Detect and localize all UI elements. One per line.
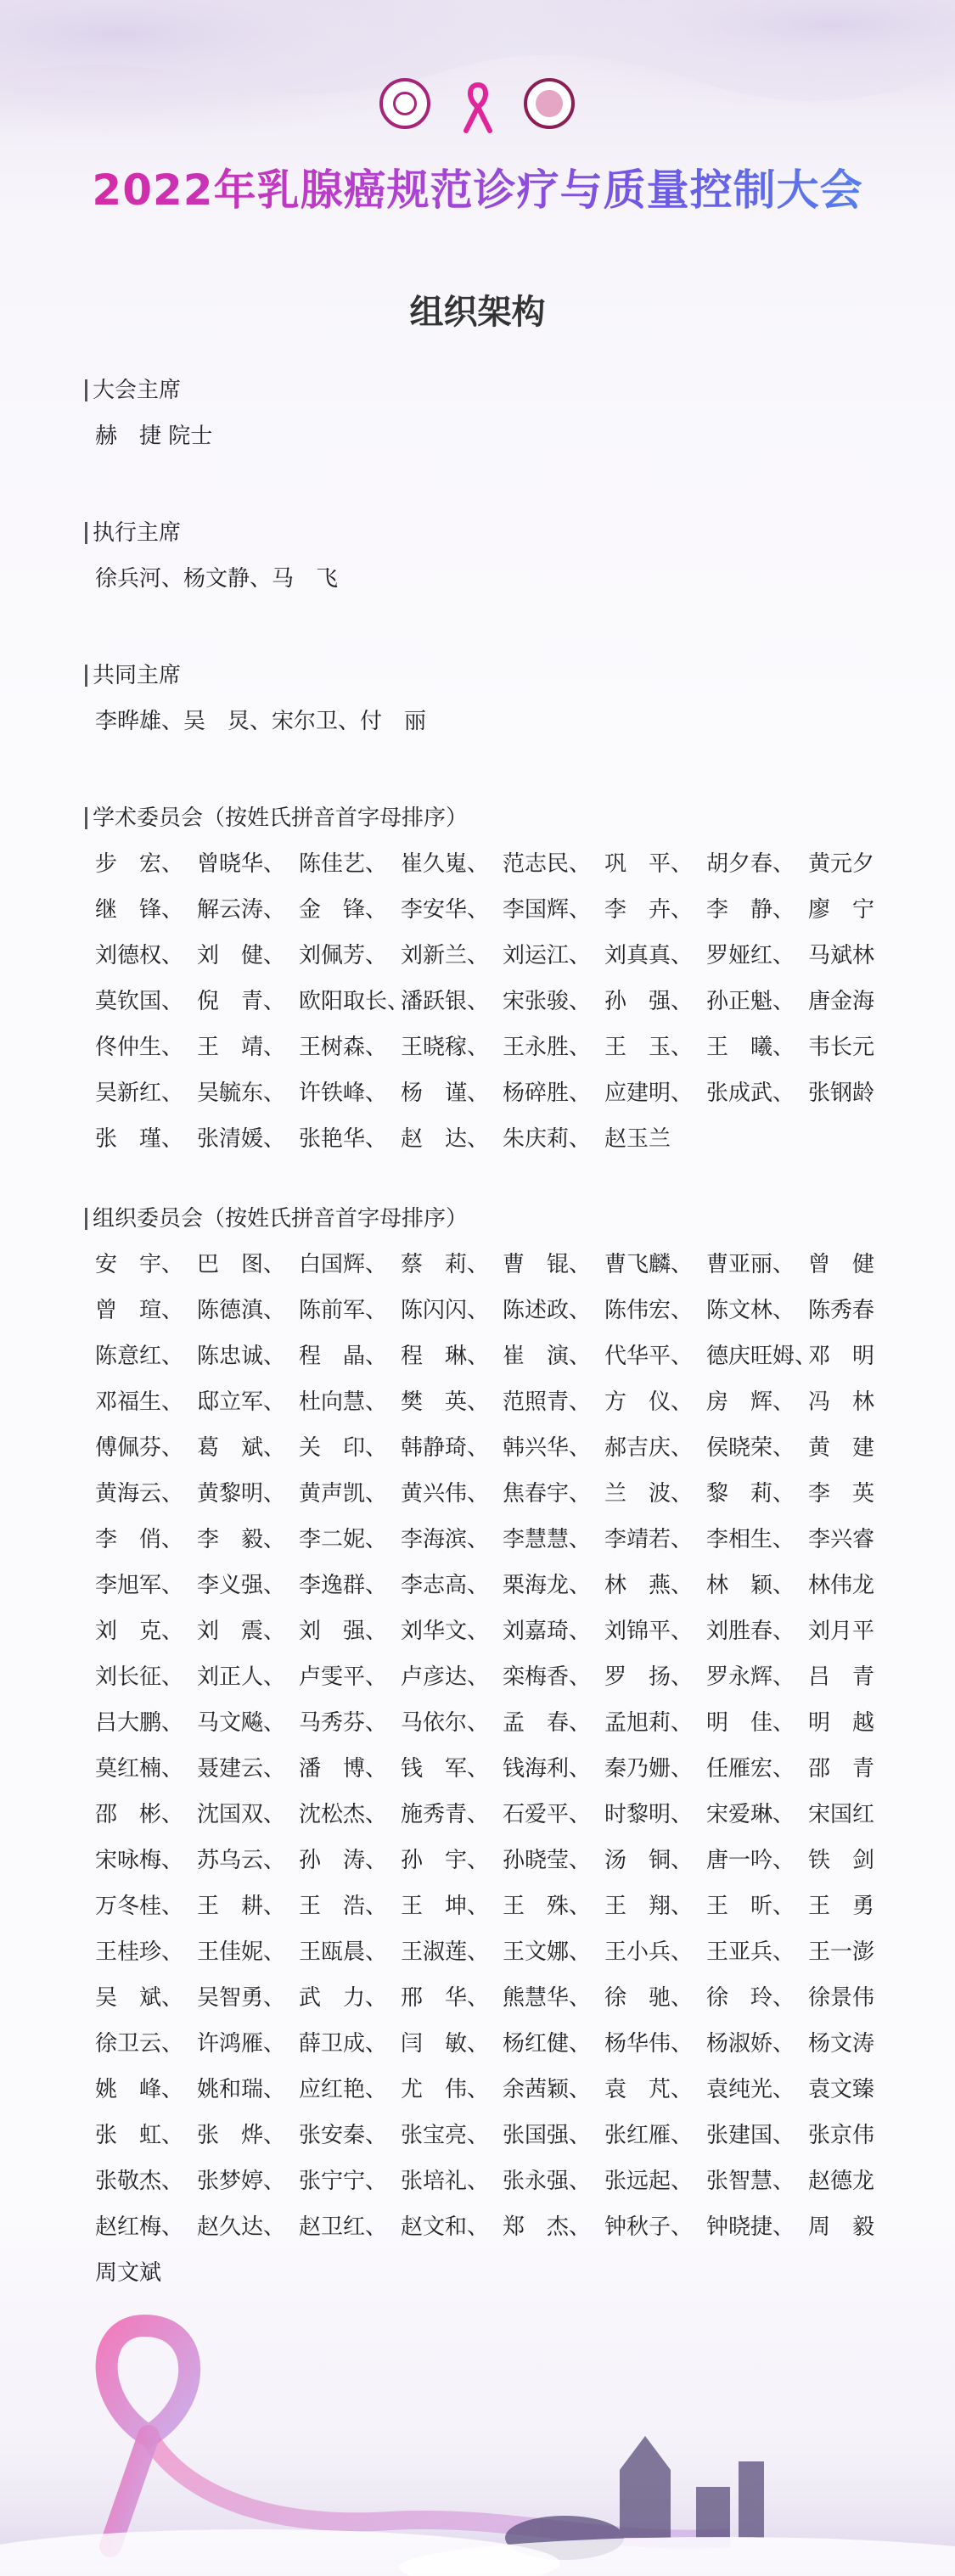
member-name: 方 仪、 (604, 1389, 694, 1415)
member-name: 李旭军、 (95, 1573, 184, 1598)
member-name: 王永胜、 (503, 1035, 592, 1060)
heading-bar-decoration (85, 379, 87, 401)
member-name: 刘运江、 (503, 943, 592, 968)
member-name: 李 英 (808, 1481, 875, 1507)
member-name: 吴毓东、 (197, 1080, 286, 1106)
member-name: 张培礼、 (401, 2169, 490, 2194)
academic-committee-section (85, 801, 900, 1168)
member-name: 唐金海 (808, 989, 875, 1014)
member-name: 李二妮、 (299, 1527, 388, 1552)
section-heading (85, 801, 900, 835)
member-name: 明 佳、 (706, 1710, 795, 1736)
member-name: 袁文臻 (808, 2077, 875, 2102)
organizing-names-grid (95, 1248, 900, 2302)
member-name: 曾 健 (808, 1252, 875, 1277)
member-name: 曹 锟、 (503, 1252, 592, 1277)
member-name: 余茜颖、 (503, 2077, 592, 2102)
member-name: 张成武、 (706, 1080, 795, 1106)
member-name: 侯晓荣、 (706, 1435, 795, 1461)
member-name: 周文斌 (95, 2260, 162, 2286)
member-name: 李慧慧、 (503, 1527, 592, 1552)
member-name: 德庆旺姆、 (706, 1344, 817, 1369)
member-name: 马斌林 (808, 943, 875, 968)
member-name: 钟秋子、 (604, 2214, 694, 2240)
member-name: 赵卫红、 (299, 2214, 388, 2240)
member-name: 马文飚、 (197, 1710, 286, 1736)
co-chair-names: 李晔雄、吴 炅、宋尔卫、付 丽 (95, 709, 427, 734)
member-name: 李 卉、 (604, 897, 694, 923)
member-name: 张京伟 (808, 2123, 875, 2148)
member-name: 石爱平、 (503, 1802, 592, 1827)
member-name: 潘 博、 (299, 1756, 388, 1782)
member-name: 宋咏梅、 (95, 1848, 184, 1873)
member-name: 欧阳取长、 (299, 989, 410, 1014)
member-name: 刘 强、 (299, 1619, 388, 1644)
member-name: 黎 莉、 (706, 1481, 795, 1507)
member-name: 张安秦、 (299, 2123, 388, 2148)
member-name: 王亚兵、 (706, 1939, 795, 1965)
member-name: 钱 军、 (401, 1756, 490, 1782)
member-name: 徐 驰、 (604, 1985, 694, 2011)
member-name: 关 印、 (299, 1435, 388, 1461)
member-name: 孙 强、 (604, 989, 694, 1014)
pink-ribbon-logo-icon (452, 78, 503, 129)
member-name: 焦春宇、 (503, 1481, 592, 1507)
member-name: 钱海利、 (503, 1756, 592, 1782)
member-name: 张远起、 (604, 2169, 694, 2194)
member-name: 邵 青 (808, 1756, 875, 1782)
executive-section (85, 516, 900, 596)
association-logo-icon (524, 78, 575, 129)
member-name: 韩静琦、 (401, 1435, 490, 1461)
member-name: 刘月平 (808, 1619, 875, 1644)
member-name: 张建国、 (706, 2123, 795, 2148)
member-name: 孙正魁、 (706, 989, 795, 1014)
member-name: 李义强、 (197, 1573, 286, 1598)
member-name: 陈闪闪、 (401, 1298, 490, 1323)
co-chair-heading: 共同主席 (93, 663, 182, 688)
academic-names-grid (95, 847, 900, 1168)
member-name: 罗永辉、 (706, 1664, 795, 1690)
member-name: 应建明、 (604, 1080, 694, 1106)
member-name: 时黎明、 (604, 1802, 694, 1827)
organizing-heading: 组织委员会（按姓氏拼音首字母排序） (93, 1206, 469, 1232)
member-name: 张敬杰、 (95, 2169, 184, 2194)
member-name: 刘正人、 (197, 1664, 286, 1690)
member-name: 孙 涛、 (299, 1848, 388, 1873)
member-name: 赵久达、 (197, 2214, 286, 2240)
member-name: 张 虹、 (95, 2123, 184, 2148)
member-name: 尤 伟、 (401, 2077, 490, 2102)
member-name: 徐卫云、 (95, 2031, 184, 2057)
section-heading (85, 516, 900, 550)
member-name: 明 越 (808, 1710, 875, 1736)
member-name: 应红艳、 (299, 2077, 388, 2102)
member-name: 王树森、 (299, 1035, 388, 1060)
member-name: 刘嘉琦、 (503, 1619, 592, 1644)
member-name: 徐景伟 (808, 1985, 875, 2011)
member-name: 张钢龄 (808, 1080, 875, 1106)
member-name: 黄兴伟、 (401, 1481, 490, 1507)
organization-content (85, 373, 900, 2302)
member-name: 卢彦达、 (401, 1664, 490, 1690)
organizing-committee-section (85, 1202, 900, 2302)
member-name: 李 俏、 (95, 1527, 184, 1552)
member-name: 步 宏、 (95, 851, 184, 877)
member-name: 邓福生、 (95, 1389, 184, 1415)
member-name: 王佳妮、 (197, 1939, 286, 1965)
member-name: 卢雯平、 (299, 1664, 388, 1690)
member-name: 赵玉兰 (604, 1126, 671, 1152)
member-name: 代华平、 (604, 1344, 694, 1369)
member-name: 袁纯光、 (706, 2077, 795, 2102)
member-name: 李安华、 (401, 897, 490, 923)
member-name: 秦乃姗、 (604, 1756, 694, 1782)
conference-title: 2022年乳腺癌规范诊疗与质量控制大会 (0, 156, 955, 217)
member-name: 程 晶、 (299, 1344, 388, 1369)
section-heading (85, 373, 900, 407)
page-title: 组织架构 (409, 293, 546, 332)
member-name: 王小兵、 (604, 1939, 694, 1965)
member-name: 黄元夕 (808, 851, 875, 877)
member-name: 沈松杰、 (299, 1802, 388, 1827)
member-name: 巴 图、 (197, 1252, 286, 1277)
member-name: 马秀芬、 (299, 1710, 388, 1736)
member-name: 孙 宇、 (401, 1848, 490, 1873)
member-name: 陈秀春 (808, 1298, 875, 1323)
member-name: 王 耕、 (197, 1894, 286, 1919)
member-name: 杜向慧、 (299, 1389, 388, 1415)
member-name: 李相生、 (706, 1527, 795, 1552)
member-name: 黄 建 (808, 1435, 875, 1461)
member-name: 陈意红、 (95, 1344, 184, 1369)
member-name: 韩兴华、 (503, 1435, 592, 1461)
member-name: 张红雁、 (604, 2123, 694, 2148)
member-name: 曾 瑄、 (95, 1298, 184, 1323)
member-name: 汤 铜、 (604, 1848, 694, 1873)
member-name: 杨红健、 (503, 2031, 592, 2057)
member-name: 张 瑾、 (95, 1126, 184, 1152)
member-name: 张宝亮、 (401, 2123, 490, 2148)
member-name: 邸立军、 (197, 1389, 286, 1415)
member-name: 宋爱琳、 (706, 1802, 795, 1827)
member-name: 施秀青、 (401, 1802, 490, 1827)
member-name: 王晓稼、 (401, 1035, 490, 1060)
member-name: 崔 演、 (503, 1344, 592, 1369)
member-name: 吴 斌、 (95, 1985, 184, 2011)
member-name: 李 毅、 (197, 1527, 286, 1552)
member-name: 安 宇、 (95, 1252, 184, 1277)
member-name: 万冬桂、 (95, 1894, 184, 1919)
member-name: 邓 明 (808, 1344, 875, 1369)
member-name: 杨碎胜、 (503, 1080, 592, 1106)
member-name: 继 锋、 (95, 897, 184, 923)
member-name: 唐一吟、 (706, 1848, 795, 1873)
member-name: 闫 敏、 (401, 2031, 490, 2057)
member-name: 赵红梅、 (95, 2214, 184, 2240)
member-name: 林 颖、 (706, 1573, 795, 1598)
member-name: 钟晓捷、 (706, 2214, 795, 2240)
member-name: 刘德权、 (95, 943, 184, 968)
member-name: 葛 斌、 (197, 1435, 286, 1461)
member-name: 武 力、 (299, 1985, 388, 2011)
heading-bar-decoration (85, 665, 87, 687)
section-heading (85, 1202, 900, 1236)
hospital-logo-icon (379, 78, 430, 129)
member-name: 王文娜、 (503, 1939, 592, 1965)
member-name: 陈伟宏、 (604, 1298, 694, 1323)
member-name: 林 燕、 (604, 1573, 694, 1598)
member-name: 郑 杰、 (503, 2214, 592, 2240)
member-name: 张梦婷、 (197, 2169, 286, 2194)
member-name: 韦长元 (808, 1035, 875, 1060)
member-name: 张永强、 (503, 2169, 592, 2194)
member-name: 任雁宏、 (706, 1756, 795, 1782)
heading-bar-decoration (85, 522, 87, 544)
member-name: 许鸿雁、 (197, 2031, 286, 2057)
member-name: 王 曦、 (706, 1035, 795, 1060)
member-name: 刘新兰、 (401, 943, 490, 968)
member-name: 黄声凯、 (299, 1481, 388, 1507)
member-name: 崔久嵬、 (401, 851, 490, 877)
member-name: 赵 达、 (401, 1126, 490, 1152)
member-name: 陈述政、 (503, 1298, 592, 1323)
member-name: 王 昕、 (706, 1894, 795, 1919)
member-name: 曹飞麟、 (604, 1252, 694, 1277)
academic-heading: 学术委员会（按姓氏拼音首字母排序） (93, 805, 469, 831)
member-name: 王淑莲、 (401, 1939, 490, 1965)
member-name: 许铁峰、 (299, 1080, 388, 1106)
chair-section (85, 373, 900, 453)
member-name: 吕 青 (808, 1664, 875, 1690)
member-name: 张清媛、 (197, 1126, 286, 1152)
member-name: 刘胜春、 (706, 1619, 795, 1644)
member-name: 孟旭莉、 (604, 1710, 694, 1736)
member-name: 胡夕春、 (706, 851, 795, 877)
member-name: 吴新红、 (95, 1080, 184, 1106)
member-name: 陈忠诚、 (197, 1344, 286, 1369)
member-name: 程 琳、 (401, 1344, 490, 1369)
member-name: 吕大鹏、 (95, 1710, 184, 1736)
member-name: 王瓯晨、 (299, 1939, 388, 1965)
member-name: 李逸群、 (299, 1573, 388, 1598)
member-name: 熊慧华、 (503, 1985, 592, 2011)
member-name: 姚和瑞、 (197, 2077, 286, 2102)
member-name: 栗海龙、 (503, 1573, 592, 1598)
member-name: 莫红楠、 (95, 1756, 184, 1782)
member-name: 倪 青、 (197, 989, 286, 1014)
member-name: 王 翔、 (604, 1894, 694, 1919)
member-name: 罗 扬、 (604, 1664, 694, 1690)
member-name: 廖 宁 (808, 897, 875, 923)
member-name: 佟仲生、 (95, 1035, 184, 1060)
member-name: 杨华伟、 (604, 2031, 694, 2057)
member-name: 黄黎明、 (197, 1481, 286, 1507)
co-chair-section (85, 659, 900, 738)
member-name: 王 靖、 (197, 1035, 286, 1060)
member-name: 王 坤、 (401, 1894, 490, 1919)
member-name: 白国辉、 (299, 1252, 388, 1277)
member-name: 栾梅香、 (503, 1664, 592, 1690)
member-name: 范照青、 (503, 1389, 592, 1415)
member-name: 黄海云、 (95, 1481, 184, 1507)
member-name: 曹亚丽、 (706, 1252, 795, 1277)
member-name: 聂建云、 (197, 1756, 286, 1782)
member-name: 徐 玲、 (706, 1985, 795, 2011)
member-name: 李兴睿 (808, 1527, 875, 1552)
member-name: 朱庆莉、 (503, 1126, 592, 1152)
member-name: 袁 芃、 (604, 2077, 694, 2102)
member-name: 杨淑娇、 (706, 2031, 795, 2057)
member-name: 王 浩、 (299, 1894, 388, 1919)
member-name: 赵德龙 (808, 2169, 875, 2194)
member-name: 李靖若、 (604, 1527, 694, 1552)
member-name: 姚 峰、 (95, 2077, 184, 2102)
member-name: 刘真真、 (604, 943, 694, 968)
footer-decoration (0, 2292, 955, 2576)
member-name: 陈佳艺、 (299, 851, 388, 877)
member-name: 陈文林、 (706, 1298, 795, 1323)
member-name: 莫钦国、 (95, 989, 184, 1014)
member-name: 郝吉庆、 (604, 1435, 694, 1461)
member-name: 邢 华、 (401, 1985, 490, 2011)
member-name: 李国辉、 (503, 897, 592, 923)
member-name: 王桂珍、 (95, 1939, 184, 1965)
executive-names: 徐兵河、杨文静、马 飞 (95, 566, 339, 592)
member-name: 罗娅红、 (706, 943, 795, 968)
member-name: 宋国红 (808, 1802, 875, 1827)
member-name: 曾晓华、 (197, 851, 286, 877)
member-name: 范志民、 (503, 851, 592, 877)
member-name: 周 毅 (808, 2214, 875, 2240)
section-heading (85, 659, 900, 693)
member-name: 刘 克、 (95, 1619, 184, 1644)
member-name: 林伟龙 (808, 1573, 875, 1598)
member-name: 刘佩芳、 (299, 943, 388, 968)
member-name: 陈德滇、 (197, 1298, 286, 1323)
member-name: 张 烨、 (197, 2123, 286, 2148)
member-name: 刘 健、 (197, 943, 286, 968)
member-name: 吴智勇、 (197, 1985, 286, 2011)
member-name: 杨文涛 (808, 2031, 875, 2057)
member-name: 杨 谨、 (401, 1080, 490, 1106)
member-name: 沈国双、 (197, 1802, 286, 1827)
member-name: 孟 春、 (503, 1710, 592, 1736)
member-name: 孙晓莹、 (503, 1848, 592, 1873)
member-name: 刘锦平、 (604, 1619, 694, 1644)
member-name: 苏乌云、 (197, 1848, 286, 1873)
member-name: 张艳华、 (299, 1126, 388, 1152)
member-name: 宋张骏、 (503, 989, 592, 1014)
member-name: 房 辉、 (706, 1389, 795, 1415)
member-name: 解云涛、 (197, 897, 286, 923)
member-name: 张宁宁、 (299, 2169, 388, 2194)
member-name: 陈前军、 (299, 1298, 388, 1323)
member-name: 铁 剑 (808, 1848, 875, 1873)
member-name: 蔡 莉、 (401, 1252, 490, 1277)
logo-row (0, 78, 955, 137)
member-name: 薛卫成、 (299, 2031, 388, 2057)
member-name: 傅佩芬、 (95, 1435, 184, 1461)
member-name: 王 殊、 (503, 1894, 592, 1919)
member-name: 刘长征、 (95, 1664, 184, 1690)
member-name: 李海滨、 (401, 1527, 490, 1552)
member-name: 刘华文、 (401, 1619, 490, 1644)
member-name: 邵 彬、 (95, 1802, 184, 1827)
member-name: 王一澎 (808, 1939, 875, 1965)
member-name: 王 玉、 (604, 1035, 694, 1060)
member-name: 李 静、 (706, 897, 795, 923)
member-name: 兰 波、 (604, 1481, 694, 1507)
member-name: 樊 英、 (401, 1389, 490, 1415)
member-name: 潘跃银、 (401, 989, 490, 1014)
member-name: 金 锋、 (299, 897, 388, 923)
member-name: 赵文和、 (401, 2214, 490, 2240)
member-name: 张智慧、 (706, 2169, 795, 2194)
chair-names: 赫 捷 院士 (95, 424, 213, 449)
heading-bar-decoration (85, 1208, 87, 1230)
heading-bar-decoration (85, 807, 87, 829)
member-name: 刘 震、 (197, 1619, 286, 1644)
member-name: 巩 平、 (604, 851, 694, 877)
member-name: 李志高、 (401, 1573, 490, 1598)
member-name: 张国强、 (503, 2123, 592, 2148)
member-name: 马依尔、 (401, 1710, 490, 1736)
member-name: 冯 林 (808, 1389, 875, 1415)
executive-heading: 执行主席 (93, 520, 182, 546)
member-name: 王 勇 (808, 1894, 875, 1919)
chair-heading: 大会主席 (93, 378, 182, 403)
